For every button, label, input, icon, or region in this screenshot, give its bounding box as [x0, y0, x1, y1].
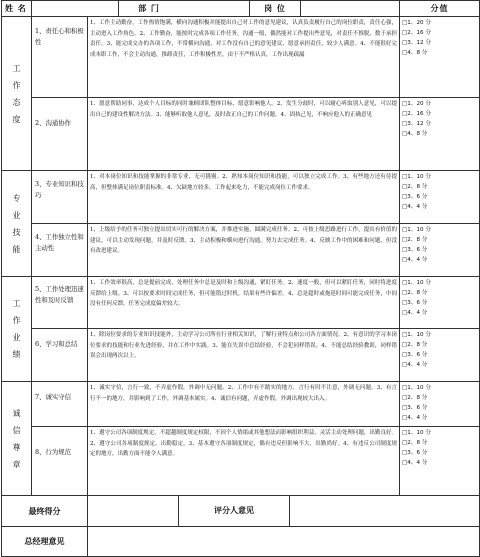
- item-label: 7、诚实守信: [32, 382, 88, 427]
- item-label: 2、沟通协作: [32, 98, 88, 171]
- item-label: 6、学习和总结: [32, 329, 88, 382]
- table-row: [2, 98, 480, 171]
- header-middle: [32, 1, 400, 17]
- score-options[interactable]: □1、10 分 □2、8 分 □3、6 分 □4、4 分: [400, 382, 480, 427]
- table-row: [2, 382, 480, 427]
- final-score-label: 最终得分: [2, 496, 88, 527]
- table-row: [2, 171, 480, 224]
- score-options[interactable]: □1、20 分 □2、16 分 □3、12 分 □4、8 分: [400, 98, 480, 171]
- dept-value-cell[interactable]: [179, 1, 250, 16]
- item-description: 1、工作效率很高，总是提前完成，处理任务中总是及时和上级沟通，紧盯任务。2、速度一般，但可以紧盯任务，同时将进度反馈给上级。3、可以按要求时间完成任务，但可能错过时机，结果有些许偏差。4、总是超时或拖延时间可能完成任务，中间没有任何反馈，任务完成度偏差较大。: [88, 277, 400, 329]
- table-row: [2, 329, 480, 382]
- item-label: 1、责任心和积极性: [32, 17, 88, 98]
- score-options[interactable]: □1、10 分 □2、8 分 □3、6 分 □4、4 分: [400, 277, 480, 329]
- gm-label: 总经理意见: [2, 527, 88, 557]
- final-score-row: [2, 496, 480, 527]
- item-label: 3、专业知识和技巧: [32, 171, 88, 224]
- footer-right: [88, 496, 480, 527]
- post-value-cell[interactable]: [301, 1, 399, 16]
- score-options[interactable]: □1、10 分 □2、8 分 □3、6 分 □4、4 分: [400, 224, 480, 277]
- table-row: [2, 427, 480, 496]
- reviewer-label: 评分人意见: [179, 496, 290, 526]
- category-performance: 工作业绩: [2, 277, 32, 382]
- score-options[interactable]: □1、10 分 □2、8 分 □3、6 分 □4、4 分: [400, 171, 480, 224]
- category-attitude: 工作态度: [2, 17, 32, 171]
- gm-row: [2, 527, 480, 557]
- score-header: 分值: [400, 1, 480, 17]
- item-label: 4、工作独立性和主动性: [32, 224, 88, 277]
- header-row: [2, 1, 480, 17]
- item-description: 1、对本岗位知识和技能掌握的非常专业，无可挑剔。2、熟知本岗位知识和技能，可以独立完成工作。3、有些地方还有待提高，但整体满足岗位职责标准。4、欠缺地方较多，工作起来吃力，不能完成岗位工作要求。: [88, 171, 400, 224]
- score-options[interactable]: □1、10 分 □2、8 分 □3、6 分 □4、4 分: [400, 329, 480, 382]
- reviewer-opinion-field[interactable]: [290, 496, 479, 526]
- item-label: 8、行为规范: [32, 427, 88, 496]
- item-description: 1、上级给予的任务可独立提出切实可行的解决方案，并推进实施，圆满完成任务。2、可按上级思路进行工作，提出有价值的建议，可以主动发现问题，并及时反馈。3、主动积极和横向进行沟通，努力去完成任务。4、反映工作中的困难和问题，但没有改进建议。: [88, 224, 400, 277]
- table-row: [2, 277, 480, 329]
- dept-label: 部 门: [138, 4, 160, 13]
- name-label: 姓 名: [2, 1, 32, 17]
- table-row: [2, 224, 480, 277]
- category-skills: 专业技能: [2, 171, 32, 277]
- item-description: 1、除岗位要求的专业知识技能外，主动学习公司所在行业相关知识，了解行业特点和公司各方面情况。2、有意识的学习本岗位要求的技能和行业先进经验，并在工作中实践。3、能在失误中总结经验，不会犯同样错误。4、不能总结经验教训，同样错误会出现两次以上。: [88, 329, 400, 382]
- post-label: 岗 位: [250, 1, 301, 16]
- item-description: 1、愿意帮助同事，达成个人目标的同时兼顾团队整体目标，愿意影响他人。2、发生分歧时，可以耐心听取别人意见，可以提出自己的建设性解决方法。3、能够听取他人意见，及时改正自己的工作问题。4、固执己见，不响应他人的正确意见: [88, 98, 400, 171]
- category-integrity: 诚信尊章: [2, 382, 32, 496]
- score-options[interactable]: □1、10 分 □2、8 分 □3、6 分 □4、4 分: [400, 427, 480, 496]
- score-options[interactable]: □1、20 分 □2、16 分 □3、12 分 □4、8 分: [400, 17, 480, 98]
- name-value-cell[interactable]: [32, 1, 119, 16]
- item-description: 1、诚实守信，言行一致，不弄虚作假，外调中无问题。2、工作中有不踏实的地方，言行有时不注意，外调无问题。3、有言行不一的地方，并影响到了工作，外调基本属实。4、诚信有问题，弄虚作假，外调出现较大出入。: [88, 382, 400, 427]
- gm-opinion-field[interactable]: [88, 527, 480, 557]
- item-label: 5、工作处理迅速性和及时反馈: [32, 277, 88, 329]
- final-score-value[interactable]: [88, 496, 179, 526]
- table-row: [2, 17, 480, 98]
- item-description: 1、工作主动勤奋，工作热情饱满，横向沟通积极并能提出自己对工作的意见建议，认真负责履行自己的岗位职责，责任心强，主动进入工作角色。2、工作勤奋，能按时完成各项工作任务，沟通一般，偶然能对工作提出些意见，对责任不推脱，数于承担责任。3、能完成交办的各项工作，不常横向沟通，对工作没有自己的意见建议，愿意承担责任，较少人满意。4、不能很好完成本职工作，不会主动沟通，推卸责任，工作积极性差，由于不严格认真，工作出现疏漏: [88, 17, 400, 98]
- appraisal-form: [1, 0, 480, 557]
- item-description: 1、遵守公司各项制度规定，不超越制度规定权限，不因个人情绪或其他想法而影响组织利益，灵活主动处理问题，出勤良好。2、遵守公司各项制度规定，出勤稳定。3、基本遵守各项制度规定，偶有违反但影响不大，出勤尚好。4、有违反公司制度规定的地方，出勤方面不能令人满意。: [88, 427, 400, 496]
